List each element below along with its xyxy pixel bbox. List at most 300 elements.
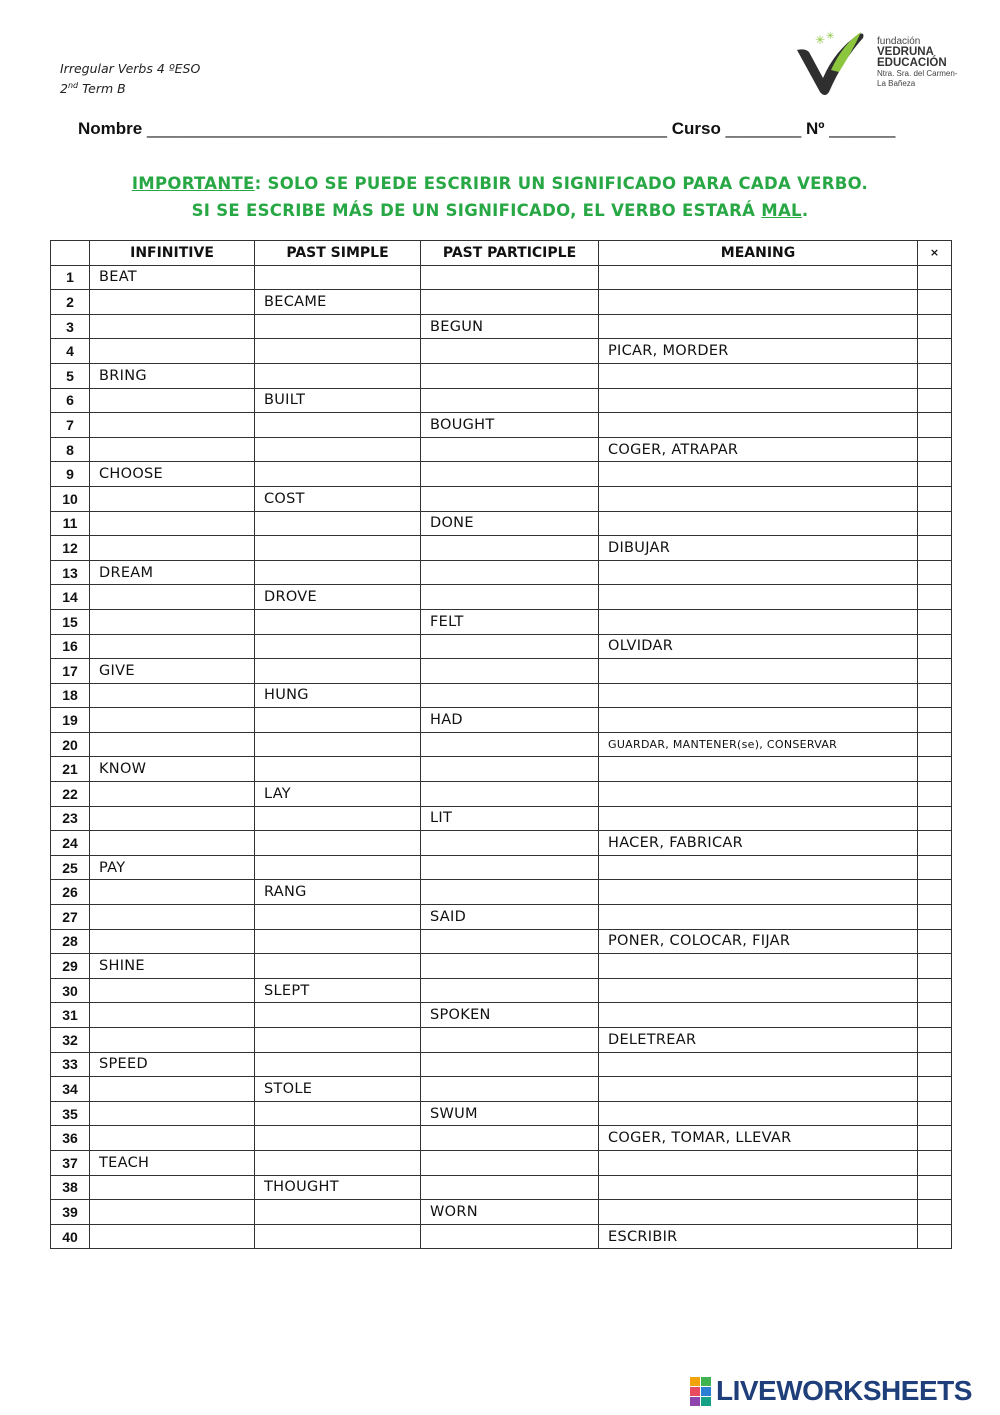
past-participle-cell[interactable] bbox=[421, 363, 599, 388]
past-simple-cell: SLEPT bbox=[255, 978, 421, 1003]
past-simple-cell[interactable] bbox=[255, 757, 421, 782]
past-participle-cell[interactable] bbox=[421, 1126, 599, 1151]
past-simple-cell: STOLE bbox=[255, 1077, 421, 1102]
infinitive-cell[interactable] bbox=[90, 978, 255, 1003]
past-participle-cell[interactable] bbox=[421, 659, 599, 684]
meaning-cell[interactable] bbox=[599, 388, 918, 413]
past-participle-cell[interactable] bbox=[421, 978, 599, 1003]
meaning-cell[interactable] bbox=[599, 708, 918, 733]
infinitive-cell[interactable] bbox=[90, 437, 255, 462]
mark-cell[interactable] bbox=[918, 1052, 952, 1077]
past-simple-cell[interactable] bbox=[255, 1003, 421, 1028]
mark-cell[interactable] bbox=[918, 905, 952, 930]
row-number: 12 bbox=[51, 536, 90, 561]
past-participle-cell: SWUM bbox=[421, 1101, 599, 1126]
table-row bbox=[51, 462, 952, 487]
row-number: 30 bbox=[51, 978, 90, 1003]
past-simple-cell: DROVE bbox=[255, 585, 421, 610]
past-participle-cell[interactable] bbox=[421, 880, 599, 905]
brand-grid-square bbox=[690, 1387, 700, 1396]
row-number: 36 bbox=[51, 1126, 90, 1151]
row-number: 25 bbox=[51, 855, 90, 880]
table-row bbox=[51, 708, 952, 733]
past-simple-cell[interactable] bbox=[255, 413, 421, 438]
meaning-cell[interactable] bbox=[599, 1003, 918, 1028]
past-participle-cell[interactable] bbox=[421, 757, 599, 782]
infinitive-cell: BRING bbox=[90, 363, 255, 388]
past-participle-cell[interactable] bbox=[421, 831, 599, 856]
past-simple-cell[interactable] bbox=[255, 1200, 421, 1225]
past-participle-cell[interactable] bbox=[421, 782, 599, 807]
table-row bbox=[51, 659, 952, 684]
infinitive-cell[interactable] bbox=[90, 1101, 255, 1126]
table-row bbox=[51, 757, 952, 782]
past-participle-cell[interactable] bbox=[421, 486, 599, 511]
infinitive-cell[interactable] bbox=[90, 413, 255, 438]
past-participle-cell[interactable] bbox=[421, 437, 599, 462]
infinitive-cell[interactable] bbox=[90, 609, 255, 634]
brand-grid-square bbox=[690, 1377, 700, 1386]
past-simple-cell[interactable] bbox=[255, 314, 421, 339]
past-participle-cell[interactable] bbox=[421, 1224, 599, 1249]
meaning-cell[interactable] bbox=[599, 609, 918, 634]
irregular-verbs-table bbox=[50, 240, 952, 1249]
mark-cell[interactable] bbox=[918, 1077, 952, 1102]
infinitive-cell[interactable] bbox=[90, 929, 255, 954]
svg-text:✳: ✳ bbox=[826, 31, 835, 42]
mark-cell[interactable] bbox=[918, 609, 952, 634]
meaning-cell[interactable] bbox=[599, 486, 918, 511]
past-participle-cell[interactable] bbox=[421, 954, 599, 979]
meaning-cell: PONER, COLOCAR, FIJAR bbox=[599, 929, 918, 954]
past-participle-cell[interactable] bbox=[421, 1052, 599, 1077]
row-number: 11 bbox=[51, 511, 90, 536]
mark-cell[interactable] bbox=[918, 363, 952, 388]
infinitive-cell[interactable] bbox=[90, 831, 255, 856]
past-simple-cell[interactable] bbox=[255, 1028, 421, 1053]
table-row bbox=[51, 560, 952, 585]
past-simple-cell[interactable] bbox=[255, 339, 421, 364]
row-number: 16 bbox=[51, 634, 90, 659]
past-simple-cell[interactable] bbox=[255, 1101, 421, 1126]
past-simple-cell[interactable] bbox=[255, 265, 421, 290]
mark-cell[interactable] bbox=[918, 314, 952, 339]
mark-cell[interactable] bbox=[918, 462, 952, 487]
meaning-cell[interactable] bbox=[599, 1175, 918, 1200]
meaning-cell[interactable] bbox=[599, 1200, 918, 1225]
row-number: 3 bbox=[51, 314, 90, 339]
past-simple-cell[interactable] bbox=[255, 437, 421, 462]
table-row bbox=[51, 683, 952, 708]
table-row bbox=[51, 388, 952, 413]
student-info-line bbox=[78, 119, 938, 139]
brand-grid-square bbox=[701, 1397, 711, 1406]
row-number: 22 bbox=[51, 782, 90, 807]
liveworksheets-brand bbox=[690, 1373, 972, 1409]
row-number: 38 bbox=[51, 1175, 90, 1200]
meaning-cell[interactable] bbox=[599, 363, 918, 388]
vedruna-logo bbox=[795, 30, 975, 100]
mark-cell[interactable] bbox=[918, 437, 952, 462]
meaning-cell: DIBUJAR bbox=[599, 536, 918, 561]
past-simple-cell[interactable] bbox=[255, 855, 421, 880]
past-simple-cell[interactable] bbox=[255, 1126, 421, 1151]
meaning-cell[interactable] bbox=[599, 1150, 918, 1175]
meaning-cell: ESCRIBIR bbox=[599, 1224, 918, 1249]
table-row bbox=[51, 536, 952, 561]
infinitive-cell[interactable] bbox=[90, 1077, 255, 1102]
liveworksheets-logo-icon bbox=[690, 1377, 711, 1406]
row-number: 20 bbox=[51, 732, 90, 757]
past-simple-cell[interactable] bbox=[255, 536, 421, 561]
meaning-cell: OLVIDAR bbox=[599, 634, 918, 659]
meaning-cell[interactable] bbox=[599, 905, 918, 930]
header-infinitive: INFINITIVE bbox=[90, 241, 255, 266]
infinitive-cell[interactable] bbox=[90, 634, 255, 659]
infinitive-cell[interactable] bbox=[90, 806, 255, 831]
past-simple-cell[interactable] bbox=[255, 708, 421, 733]
table-row bbox=[51, 413, 952, 438]
past-simple-cell: THOUGHT bbox=[255, 1175, 421, 1200]
row-number: 31 bbox=[51, 1003, 90, 1028]
infinitive-cell[interactable] bbox=[90, 1028, 255, 1053]
important-notice bbox=[0, 170, 1000, 224]
mark-cell[interactable] bbox=[918, 855, 952, 880]
row-number: 19 bbox=[51, 708, 90, 733]
mark-cell[interactable] bbox=[918, 732, 952, 757]
meaning-cell[interactable] bbox=[599, 782, 918, 807]
meaning-cell[interactable] bbox=[599, 1101, 918, 1126]
past-participle-cell[interactable] bbox=[421, 855, 599, 880]
infinitive-cell[interactable] bbox=[90, 536, 255, 561]
row-number: 14 bbox=[51, 585, 90, 610]
past-simple-cell[interactable] bbox=[255, 954, 421, 979]
past-simple-cell[interactable] bbox=[255, 634, 421, 659]
infinitive-cell[interactable] bbox=[90, 732, 255, 757]
mark-cell[interactable] bbox=[918, 831, 952, 856]
worksheet-term: 2nd Term B bbox=[60, 81, 126, 97]
mark-cell[interactable] bbox=[918, 659, 952, 684]
table-row bbox=[51, 585, 952, 610]
table-row bbox=[51, 1101, 952, 1126]
notice-line-1: IMPORTANTE: SOLO SE PUEDE ESCRIBIR UN SIGNIFICADO PARA CADA VERBO. bbox=[131, 174, 869, 193]
header-mark: × bbox=[918, 241, 952, 266]
past-participle-cell: SPOKEN bbox=[421, 1003, 599, 1028]
past-participle-cell[interactable] bbox=[421, 1150, 599, 1175]
table-row bbox=[51, 880, 952, 905]
mark-cell[interactable] bbox=[918, 1101, 952, 1126]
mark-cell[interactable] bbox=[918, 1126, 952, 1151]
infinitive-cell[interactable] bbox=[90, 1003, 255, 1028]
mark-cell[interactable] bbox=[918, 708, 952, 733]
table-row bbox=[51, 782, 952, 807]
infinitive-cell[interactable] bbox=[90, 683, 255, 708]
past-simple-cell[interactable] bbox=[255, 806, 421, 831]
table-row bbox=[51, 855, 952, 880]
past-simple-cell[interactable] bbox=[255, 1224, 421, 1249]
table-row bbox=[51, 978, 952, 1003]
infinitive-cell[interactable] bbox=[90, 880, 255, 905]
meaning-cell[interactable] bbox=[599, 954, 918, 979]
infinitive-cell: SHINE bbox=[90, 954, 255, 979]
meaning-cell[interactable] bbox=[599, 683, 918, 708]
table-row bbox=[51, 290, 952, 315]
mark-cell[interactable] bbox=[918, 978, 952, 1003]
brand-grid-square bbox=[701, 1377, 711, 1386]
past-participle-cell[interactable] bbox=[421, 265, 599, 290]
header-past-participle: PAST PARTICIPLE bbox=[421, 241, 599, 266]
past-participle-cell[interactable] bbox=[421, 929, 599, 954]
past-simple-cell[interactable] bbox=[255, 659, 421, 684]
mark-cell[interactable] bbox=[918, 511, 952, 536]
row-number: 24 bbox=[51, 831, 90, 856]
nombre-label: Nombre bbox=[78, 119, 143, 138]
brand-grid-square bbox=[701, 1387, 711, 1396]
mark-cell[interactable] bbox=[918, 1200, 952, 1225]
table-row bbox=[51, 831, 952, 856]
past-simple-cell[interactable] bbox=[255, 363, 421, 388]
infinitive-cell[interactable] bbox=[90, 486, 255, 511]
mark-cell[interactable] bbox=[918, 413, 952, 438]
meaning-cell[interactable] bbox=[599, 659, 918, 684]
row-number: 32 bbox=[51, 1028, 90, 1053]
table-row bbox=[51, 1028, 952, 1053]
row-number: 15 bbox=[51, 609, 90, 634]
table-row bbox=[51, 1126, 952, 1151]
past-simple-cell[interactable] bbox=[255, 929, 421, 954]
row-number: 5 bbox=[51, 363, 90, 388]
infinitive-cell[interactable] bbox=[90, 1200, 255, 1225]
past-participle-cell[interactable] bbox=[421, 585, 599, 610]
past-participle-cell[interactable] bbox=[421, 634, 599, 659]
row-number: 7 bbox=[51, 413, 90, 438]
past-participle-cell[interactable] bbox=[421, 732, 599, 757]
past-simple-cell: RANG bbox=[255, 880, 421, 905]
infinitive-cell[interactable] bbox=[90, 388, 255, 413]
mark-cell[interactable] bbox=[918, 1150, 952, 1175]
infinitive-cell: TEACH bbox=[90, 1150, 255, 1175]
past-simple-cell[interactable] bbox=[255, 1052, 421, 1077]
table-row bbox=[51, 363, 952, 388]
mark-cell[interactable] bbox=[918, 683, 952, 708]
table-row bbox=[51, 954, 952, 979]
mark-cell[interactable] bbox=[918, 954, 952, 979]
past-participle-cell: SAID bbox=[421, 905, 599, 930]
past-participle-cell: BEGUN bbox=[421, 314, 599, 339]
past-participle-cell: HAD bbox=[421, 708, 599, 733]
meaning-cell[interactable] bbox=[599, 290, 918, 315]
meaning-cell: COGER, ATRAPAR bbox=[599, 437, 918, 462]
infinitive-cell: CHOOSE bbox=[90, 462, 255, 487]
notice-line-2: SI SE ESCRIBE MÁS DE UN SIGNIFICADO, EL VERBO ESTARÁ MAL. bbox=[191, 201, 809, 220]
row-number: 28 bbox=[51, 929, 90, 954]
row-number: 1 bbox=[51, 265, 90, 290]
row-number: 8 bbox=[51, 437, 90, 462]
meaning-cell: PICAR, MORDER bbox=[599, 339, 918, 364]
numero-label: Nº bbox=[805, 119, 825, 138]
meaning-cell[interactable] bbox=[599, 1077, 918, 1102]
table-row bbox=[51, 609, 952, 634]
past-participle-cell[interactable] bbox=[421, 339, 599, 364]
mark-cell[interactable] bbox=[918, 486, 952, 511]
brand-grid-square bbox=[690, 1397, 700, 1406]
mark-cell[interactable] bbox=[918, 536, 952, 561]
row-number: 34 bbox=[51, 1077, 90, 1102]
past-simple-cell: COST bbox=[255, 486, 421, 511]
table-row bbox=[51, 265, 952, 290]
past-simple-cell[interactable] bbox=[255, 1150, 421, 1175]
brand-text: LIVEWORKSHEETS bbox=[716, 1375, 972, 1406]
meaning-cell[interactable] bbox=[599, 413, 918, 438]
infinitive-cell[interactable] bbox=[90, 585, 255, 610]
infinitive-cell: SPEED bbox=[90, 1052, 255, 1077]
mark-cell[interactable] bbox=[918, 339, 952, 364]
mark-cell[interactable] bbox=[918, 806, 952, 831]
row-number: 27 bbox=[51, 905, 90, 930]
meaning-cell: DELETREAR bbox=[599, 1028, 918, 1053]
past-simple-cell: BUILT bbox=[255, 388, 421, 413]
infinitive-cell: KNOW bbox=[90, 757, 255, 782]
past-simple-cell[interactable] bbox=[255, 511, 421, 536]
infinitive-cell: PAY bbox=[90, 855, 255, 880]
row-number: 29 bbox=[51, 954, 90, 979]
past-participle-cell[interactable] bbox=[421, 560, 599, 585]
past-participle-cell: BOUGHT bbox=[421, 413, 599, 438]
mark-cell[interactable] bbox=[918, 634, 952, 659]
past-participle-cell[interactable] bbox=[421, 1028, 599, 1053]
row-number: 21 bbox=[51, 757, 90, 782]
mark-cell[interactable] bbox=[918, 560, 952, 585]
row-number: 6 bbox=[51, 388, 90, 413]
table-row bbox=[51, 1224, 952, 1249]
infinitive-cell[interactable] bbox=[90, 1224, 255, 1249]
table-row bbox=[51, 905, 952, 930]
row-number: 13 bbox=[51, 560, 90, 585]
meaning-cell[interactable] bbox=[599, 855, 918, 880]
mark-cell[interactable] bbox=[918, 929, 952, 954]
nombre-field[interactable]: _______________________________________________________ bbox=[146, 119, 667, 138]
meaning-cell[interactable] bbox=[599, 585, 918, 610]
table-row bbox=[51, 339, 952, 364]
svg-text:✳: ✳ bbox=[815, 33, 826, 47]
meaning-cell: COGER, TOMAR, LLEVAR bbox=[599, 1126, 918, 1151]
infinitive-cell[interactable] bbox=[90, 708, 255, 733]
past-simple-cell: HUNG bbox=[255, 683, 421, 708]
infinitive-cell[interactable] bbox=[90, 1126, 255, 1151]
table-row bbox=[51, 1175, 952, 1200]
table-header-row bbox=[51, 241, 952, 266]
table-row bbox=[51, 732, 952, 757]
meaning-cell[interactable] bbox=[599, 806, 918, 831]
past-simple-cell[interactable] bbox=[255, 732, 421, 757]
past-simple-cell[interactable] bbox=[255, 560, 421, 585]
past-participle-cell[interactable] bbox=[421, 1175, 599, 1200]
mark-cell[interactable] bbox=[918, 585, 952, 610]
infinitive-cell: GIVE bbox=[90, 659, 255, 684]
past-participle-cell[interactable] bbox=[421, 1077, 599, 1102]
meaning-cell[interactable] bbox=[599, 880, 918, 905]
meaning-cell[interactable] bbox=[599, 314, 918, 339]
curso-label: Curso bbox=[671, 119, 721, 138]
infinitive-cell: DREAM bbox=[90, 560, 255, 585]
meaning-cell[interactable] bbox=[599, 462, 918, 487]
past-participle-cell: DONE bbox=[421, 511, 599, 536]
past-participle-cell[interactable] bbox=[421, 536, 599, 561]
past-participle-cell[interactable] bbox=[421, 290, 599, 315]
meaning-cell[interactable] bbox=[599, 265, 918, 290]
mark-cell[interactable] bbox=[918, 290, 952, 315]
meaning-cell[interactable] bbox=[599, 511, 918, 536]
past-participle-cell: LIT bbox=[421, 806, 599, 831]
meaning-cell[interactable] bbox=[599, 560, 918, 585]
checkmark-logo-icon bbox=[795, 30, 875, 100]
worksheet-header bbox=[60, 60, 200, 97]
infinitive-cell: BEAT bbox=[90, 265, 255, 290]
mark-cell[interactable] bbox=[918, 1003, 952, 1028]
row-number: 23 bbox=[51, 806, 90, 831]
infinitive-cell[interactable] bbox=[90, 314, 255, 339]
past-simple-cell[interactable] bbox=[255, 905, 421, 930]
past-participle-cell[interactable] bbox=[421, 462, 599, 487]
mark-cell[interactable] bbox=[918, 782, 952, 807]
meaning-cell[interactable] bbox=[599, 978, 918, 1003]
numero-field[interactable]: _______ bbox=[829, 119, 896, 138]
infinitive-cell[interactable] bbox=[90, 905, 255, 930]
row-number: 26 bbox=[51, 880, 90, 905]
logo-text: fundación VEDRUNA EDUCACIÓN Ntra. Sra. del Carmen- La Bañeza bbox=[877, 36, 958, 88]
meaning-cell: HACER, FABRICAR bbox=[599, 831, 918, 856]
table-row bbox=[51, 929, 952, 954]
infinitive-cell[interactable] bbox=[90, 339, 255, 364]
infinitive-cell[interactable] bbox=[90, 511, 255, 536]
table-row bbox=[51, 1200, 952, 1225]
row-number: 40 bbox=[51, 1224, 90, 1249]
table-row bbox=[51, 437, 952, 462]
past-simple-cell: LAY bbox=[255, 782, 421, 807]
curso-field[interactable]: ________ bbox=[725, 119, 802, 138]
past-simple-cell[interactable] bbox=[255, 831, 421, 856]
past-participle-cell: FELT bbox=[421, 609, 599, 634]
mark-cell[interactable] bbox=[918, 880, 952, 905]
row-number: 4 bbox=[51, 339, 90, 364]
past-simple-cell[interactable] bbox=[255, 609, 421, 634]
table-row bbox=[51, 1150, 952, 1175]
infinitive-cell[interactable] bbox=[90, 290, 255, 315]
row-number: 17 bbox=[51, 659, 90, 684]
table-row bbox=[51, 1077, 952, 1102]
header-past-simple: PAST SIMPLE bbox=[255, 241, 421, 266]
infinitive-cell[interactable] bbox=[90, 1175, 255, 1200]
mark-cell[interactable] bbox=[918, 757, 952, 782]
infinitive-cell[interactable] bbox=[90, 782, 255, 807]
meaning-cell[interactable] bbox=[599, 1052, 918, 1077]
mark-cell[interactable] bbox=[918, 388, 952, 413]
table-row bbox=[51, 634, 952, 659]
past-participle-cell[interactable] bbox=[421, 388, 599, 413]
mark-cell[interactable] bbox=[918, 265, 952, 290]
header-number bbox=[51, 241, 90, 266]
past-simple-cell[interactable] bbox=[255, 462, 421, 487]
row-number: 9 bbox=[51, 462, 90, 487]
mark-cell[interactable] bbox=[918, 1175, 952, 1200]
past-participle-cell[interactable] bbox=[421, 683, 599, 708]
meaning-cell[interactable] bbox=[599, 757, 918, 782]
table-row bbox=[51, 511, 952, 536]
row-number: 39 bbox=[51, 1200, 90, 1225]
past-simple-cell: BECAME bbox=[255, 290, 421, 315]
mark-cell[interactable] bbox=[918, 1224, 952, 1249]
mark-cell[interactable] bbox=[918, 1028, 952, 1053]
